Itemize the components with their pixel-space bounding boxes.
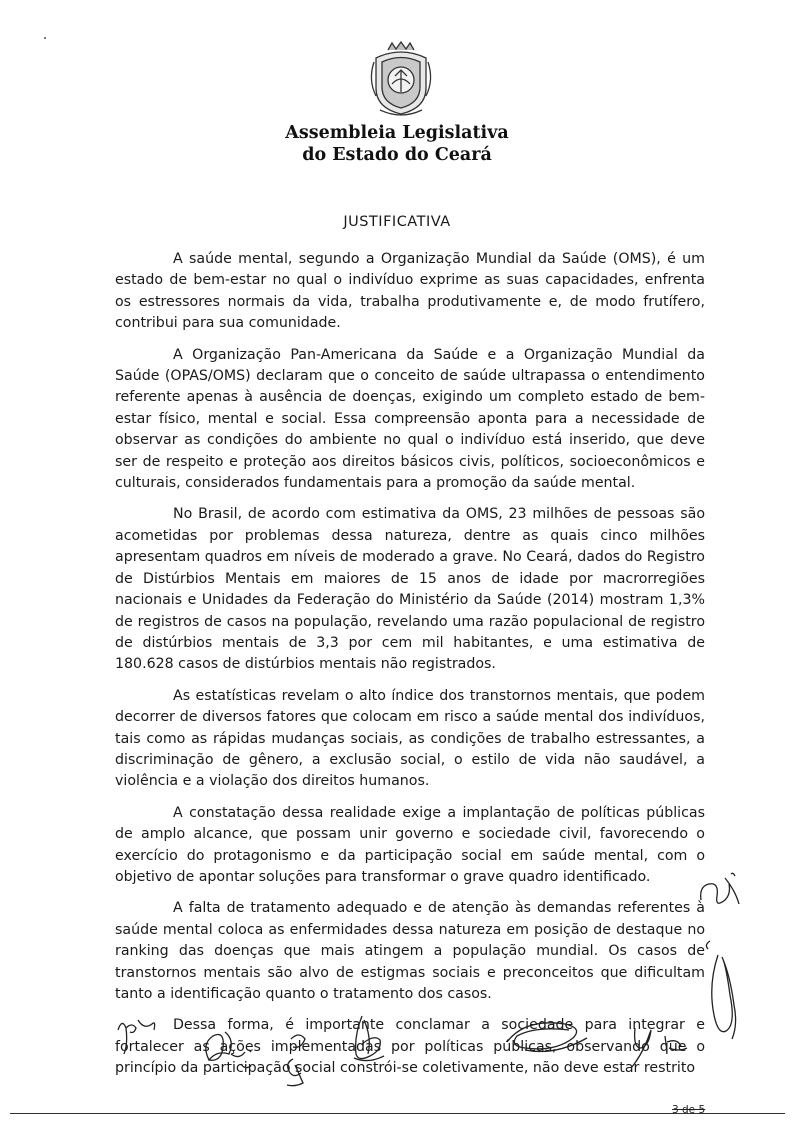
handwritten-signature-1 bbox=[110, 1010, 170, 1060]
footer-rule bbox=[10, 1113, 785, 1114]
paragraph: No Brasil, de acordo com estimativa da OMS, 23 milhões de pessoas são acometidas por problemas dessa natureza, dentre as quais cinco milhões apresentam quadros em níveis de moderado a grave. No Ceará, dados do Registro de Distúrbios Mentais em maiores de 15 anos de idade por macrorregiões nacionais e Unidades da Federação do Ministério da Saúde (2014) mostram 1,3% de registros de casos na população, revelando uma razão populacional de registro de distúrbios mentais de 3,3 por cem mil habitantes, e uma estimativa de 180.628 casos de distúrbios mentais não registrados. bbox=[115, 506, 705, 673]
handwritten-initials-margin-1 bbox=[695, 870, 745, 915]
handwritten-signature-5 bbox=[495, 1012, 595, 1062]
handwritten-signature-2 bbox=[195, 1020, 265, 1075]
org-name-line2: do Estado do Ceará bbox=[302, 145, 492, 165]
ceara-coat-of-arms-icon bbox=[366, 40, 436, 118]
handwritten-signature-6 bbox=[615, 1018, 700, 1073]
org-name-line1: Assembleia Legislativa bbox=[285, 123, 509, 143]
paragraph: Dessa forma, é importante conclamar a sociedade para integrar e fortalecer as ações implementadas por políticas públicas, observando que o princípio da participação social constrói-se coletivamente, não deve estar restrito bbox=[115, 1017, 705, 1077]
handwritten-initials-margin-2 bbox=[700, 935, 745, 1045]
paragraph: A Organização Pan-Americana da Saúde e a Organização Mundial da Saúde (OPAS/OMS) declaram que o conceito de saúde ultrapassa o entendimento referente apenas à ausência de doenças, exigindo um completo estado de bem-estar físico, mental e social. Essa compreensão aponta para a necessidade de observar as condições do ambiente no qual o indivíduo está inserido, que deve ser de respeito e proteção aos direitos básicos civis, políticos, socioeconômicos e culturais, considerados fundamentais para a promoção da saúde mental. bbox=[115, 346, 705, 492]
document-title: JUSTIFICATIVA bbox=[343, 214, 451, 230]
page-number: 3 de 5 bbox=[672, 1104, 706, 1116]
scan-speck bbox=[44, 37, 46, 39]
handwritten-signature-3 bbox=[275, 1025, 320, 1095]
handwritten-signature-4 bbox=[340, 1010, 395, 1065]
paragraph: As estatísticas revelam o alto índice dos transtornos mentais, que podem decorrer de diversos fatores que colocam em risco a saúde mental dos indivíduos, tais como as rápidas mudanças sociais, as condições de trabalho estressantes, a discriminação de gênero, a exclusão social, o estilo de vida não saudável, a violência e a violação dos direitos humanos. bbox=[115, 687, 705, 790]
paragraph: A falta de tratamento adequado e de atenção às demandas referentes à saúde mental coloca as enfermidades dessa natureza em posição de destaque no ranking das doenças que mais atingem a população mundial. Os casos de transtornos mentais são alvo de estigmas sociais e preconceitos que dificultam tanto a identificação quanto o tratamento dos casos. bbox=[115, 900, 705, 1002]
document-body bbox=[115, 249, 705, 1080]
paragraph: A saúde mental, segundo a Organização Mundial da Saúde (OMS), é um estado de bem-estar no qual o indivíduo exprime as suas capacidades, enfrenta os estressores normais da vida, trabalha produtivamente e, de modo frutífero, contribui para sua comunidade. bbox=[115, 251, 705, 332]
paragraph: A constatação dessa realidade exige a implantação de políticas públicas de amplo alcance, que possam unir governo e sociedade civil, favorecendo o exercício do protagonismo e da participação social em saúde mental, com o objetivo de apontar soluções para transformar o grave quadro identificado. bbox=[115, 804, 705, 885]
